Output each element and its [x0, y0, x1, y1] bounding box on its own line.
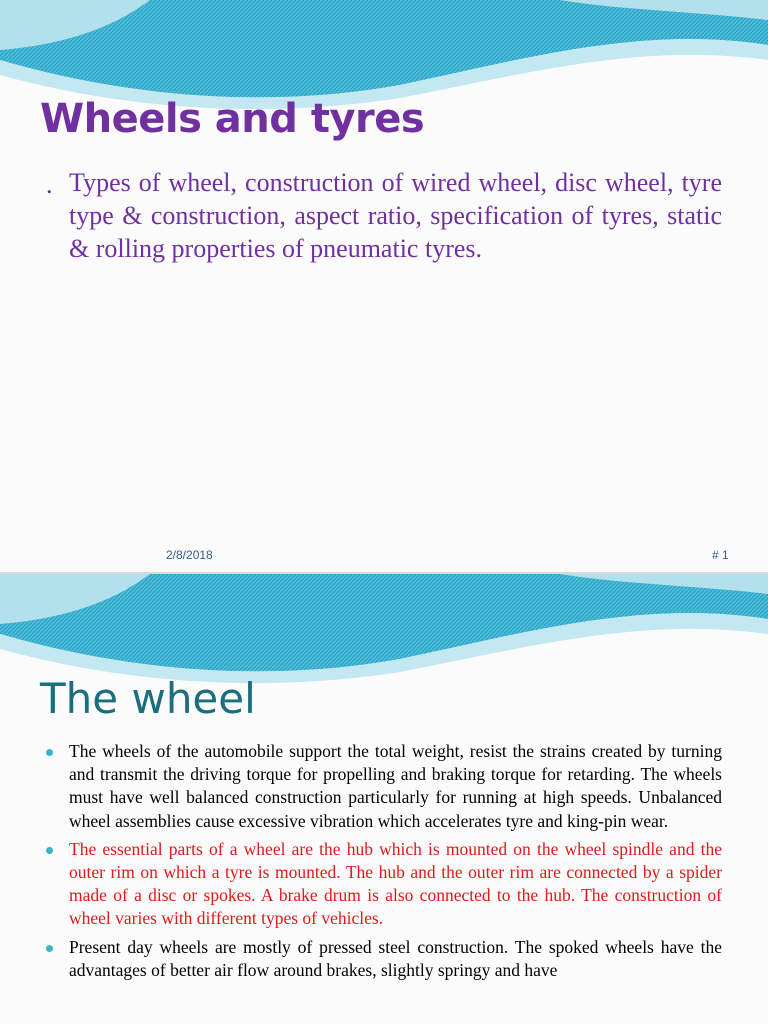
list-item-text: The wheels of the automobile support the total weight, resist the strains created by turning and transmit the driving torque for propelling and braking torque for retarding. The wheels must have well balanced construction particularly for running at high speeds. Unbalanced wheel assemblies cause excessive vibration which accelerates tyre and king-pin wear.: [69, 741, 722, 831]
list-item-text: Present day wheels are mostly of pressed steel construction. The spoked wheels have the advantages of better air flow around brakes, slightly springy and have: [69, 936, 722, 980]
bullet-marker: .: [46, 170, 53, 199]
wave-header-decoration: [0, 574, 768, 684]
slide-2: [0, 574, 768, 1024]
slide-title: The wheel: [40, 674, 256, 723]
footer-date: 2/8/2018: [166, 548, 213, 562]
bullet-dot-icon: [46, 945, 53, 952]
bullet-dot-icon: [46, 749, 53, 756]
bullet-dot-icon: [46, 847, 53, 854]
list-item-text: The essential parts of a wheel are the hub which is mounted on the wheel spindle and the outer rim on which a tyre is mounted. The hub and the outer rim are connected by a spider made of a disc or spokes. A brake drum is also connected to the hub. The construction of wheel varies with different types of vehicles.: [69, 838, 722, 929]
list-item: [0, 740, 722, 833]
slide-title: Wheels and tyres: [40, 96, 425, 142]
bullet-list: [0, 740, 768, 987]
list-item: [0, 936, 722, 982]
list-item: [0, 838, 722, 931]
wave-header-decoration: [0, 0, 768, 110]
footer-slide-number: # 1: [712, 548, 729, 562]
slide-body-text: Types of wheel, construction of wired wheel, disc wheel, tyre type & construction, aspect ratio, specification of tyres, static & rolling properties of pneumatic tyres.: [69, 168, 722, 263]
